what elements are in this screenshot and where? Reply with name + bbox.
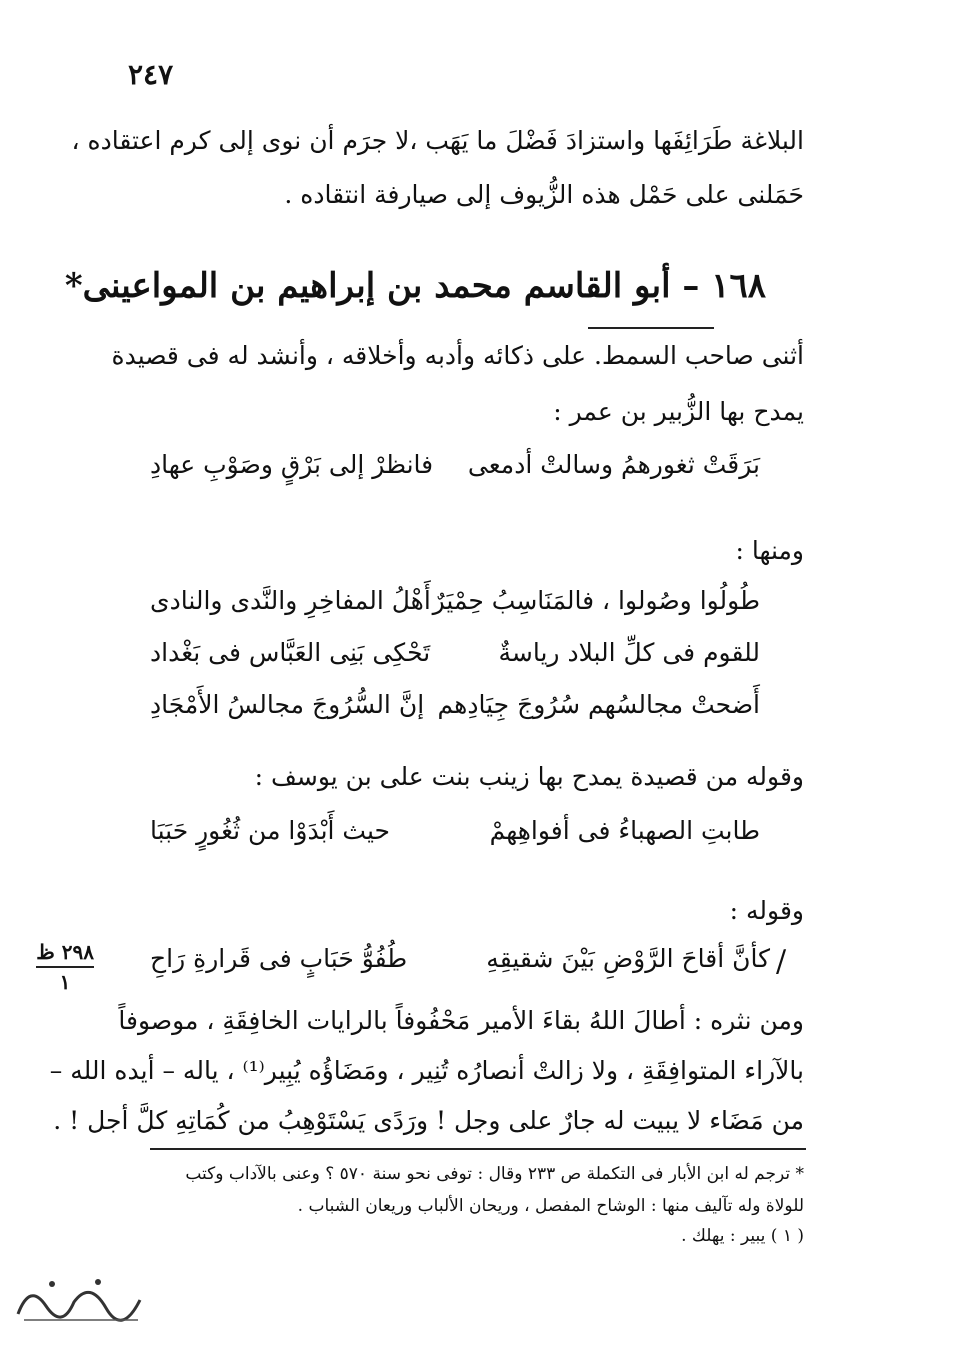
footnote-1-line-1: * ترجم له ابن الأبار فى التكملة ص ٢٣٣ وقال : توفى نحو سنة ٥٧٠ ؟ وعنى بالآداب وكتب (185, 1164, 804, 1184)
prose-line-3: من مَضَاء لا يبيت له جارٌ على وجل ! ورَدًى يَسْتَوْهِبُ من كُمَاتِهِ كلَّ أجل ! . (53, 1106, 804, 1135)
verse-1-second-hemistich: فانظرْ إلى بَرْقٍ وصَوْبِ عهادِ (150, 450, 434, 479)
verse-2c-first-hemistich: أَضحتْ مجالسُهم سُرُوجَ جِيَادِهم (437, 690, 760, 719)
footnote-2: ( ١ ) يبير : يهلك . (681, 1226, 804, 1246)
minha-label: ومنها : (735, 536, 804, 565)
verse-3-second-hemistich: حيث أَبْدَوْا من ثُغُورٍ حَبَبَا (150, 816, 390, 845)
intro-line-1: البلاغة طَرَائِفَها واستزادَ فَضْلَ ما يَهَب ،لا جرَم أن نوى إلى كرم اعتقاده ، (71, 126, 804, 155)
bio-line-2: يمدح بها الزُّبير بن عمر : (553, 397, 804, 426)
prose-line-1: ومن نثره : أطالَ اللهُ بقاءَ الأمير مَحْفُوفاً بالرايات الخافِقَةِ ، موصوفاً (118, 1006, 804, 1035)
verse-4-second-hemistich: طُفُوُّ حَبَابٍ فى قَرارةِ رَاحِ (150, 944, 408, 973)
prose-line-2: بالآراء المتوافِقَةِ ، ولا زالتْ أنصارُه تُنِير ، ومَضَاؤُه يُبِير⁽¹⁾ ، ياله – أيده الله – (49, 1056, 804, 1085)
verse-2b-second-hemistich: تَحْكِى بَنِى العَبَّاس فى بَغْداد (150, 638, 431, 667)
verse-2a-second-hemistich: أَهْلُ المفاخِرِ والنَّدى والنادى (150, 586, 431, 615)
verse-2b-first-hemistich: للقوم فى كلِّ البلاد رياسةٌ (498, 638, 760, 667)
verse-4-first-hemistich: كأنَّ أقاحَ الرَّوْضِ بَيْنَ شقيقِهِ (486, 944, 770, 973)
verse-3-first-hemistich: طابتِ الصهباءُ فى أفواهِهمْ (489, 816, 760, 845)
section-heading: ١٦٨ – أبو القاسم محمد بن إبراهيم بن المواعينى* (64, 266, 766, 306)
marginal-folio-note (36, 940, 94, 994)
footnote-separator (150, 1148, 806, 1150)
library-stamp-logo (10, 1262, 150, 1332)
qawluhu-intro-2: وقوله : (729, 896, 804, 925)
verse-2a-first-hemistich: طُولُوا وصُولوا ، فالمَنَاسِبُ حِمْيَرٌ (432, 586, 760, 615)
marginal-rule (36, 966, 94, 968)
verse-2c-second-hemistich: إنَّ السُّرُوجَ مجالسُ الأَمْجَادِ (150, 690, 425, 719)
qawluhu-intro-1: وقوله من قصيدة يمدح بها زينب بنت على بن يوسف : (254, 762, 804, 791)
footnote-1-line-2: للولاة وله تآليف منها : الوشاح المفصل ، وريحان الألباب وريعان الشباب . (297, 1196, 804, 1216)
intro-line-2: حَمَلنى على حَمْل هذه الزُّيوف إلى صيارفة انتقاده . (284, 180, 804, 209)
marginal-folio-line-1: ٢٩٨ ظ (36, 940, 94, 964)
page-number: ٢٤٧ (128, 58, 174, 91)
bio-line-1: أثنى صاحب السمط. على ذكائه وأدبه وأخلاقه ، وأنشد له فى قصيدة (111, 341, 804, 370)
folio-break-mark: / (776, 944, 787, 979)
marginal-folio-line-2: ١ (59, 969, 71, 994)
verse-1-first-hemistich: بَرَقَتْ ثغورهمُ وسالتْ أدمعى (467, 450, 760, 479)
heading-rule (588, 327, 714, 329)
